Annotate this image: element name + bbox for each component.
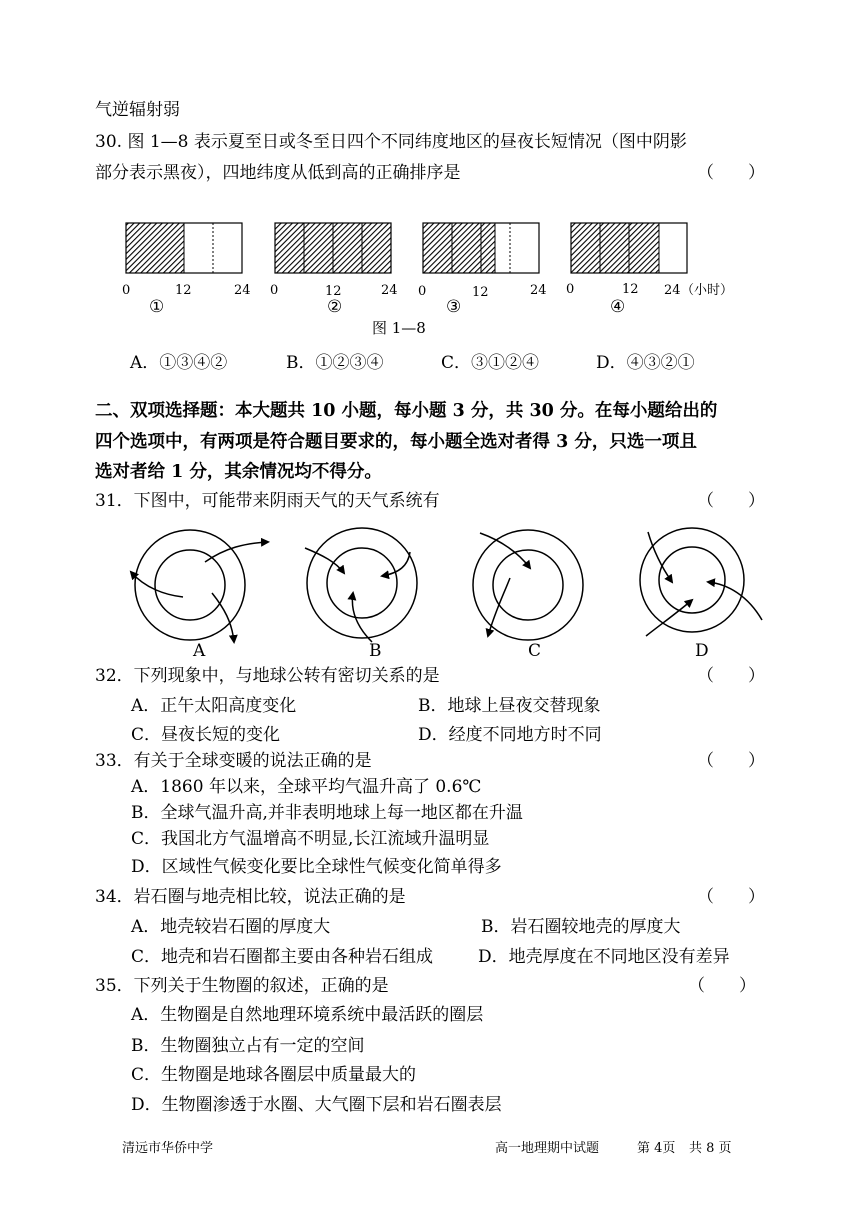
- system-a-label: A: [193, 641, 206, 661]
- panel-1-tick-24: 24: [234, 283, 251, 298]
- panel-2-label: ②: [327, 297, 343, 317]
- q35-option-b: B．生物圈独立占有一定的空间: [131, 1036, 365, 1056]
- q33-answer-paren: （ ）: [697, 751, 765, 771]
- q35-answer-paren: （ ）: [688, 976, 756, 996]
- q34-option-a: A．地壳较岩石圈的厚度大: [131, 917, 331, 937]
- q32-answer-paren: （ ）: [697, 666, 765, 686]
- continued-text: 气逆辐射弱: [95, 100, 180, 120]
- section2-line1: 二、双项选择题：本大题共 10 小题，每小题 3 分，共 30 分。在每小题给出的: [95, 401, 718, 421]
- panel-4-tick-0: 0: [566, 282, 575, 297]
- q32-option-a: A．正午太阳高度变化: [131, 696, 297, 716]
- q35-stem: 35．下列关于生物圈的叙述，正确的是: [95, 976, 389, 996]
- panel-2-tick-0: 0: [270, 283, 279, 298]
- q30-option-a: A．①③④②: [130, 353, 228, 373]
- q30-option-b: B．①②③④: [286, 353, 384, 373]
- system-b-diagram: [305, 528, 417, 642]
- panel-4-tick-12: 12: [622, 282, 639, 297]
- q30-stem-line1: 30. 图 1—8 表示夏至日或冬至日四个不同纬度地区的昼夜长短情况（图中阴影: [95, 132, 687, 152]
- figure-caption: 图 1—8: [372, 319, 426, 337]
- footer-school: 清远市华侨中学: [122, 1141, 214, 1156]
- q33-option-c: C．我国北方气温增高不明显,长江流域升温明显: [131, 829, 490, 849]
- footer-total-pages: 共 8 页: [689, 1141, 732, 1156]
- panel-4-tick-24: 24: [664, 283, 681, 298]
- panel-1-tick-0: 0: [122, 283, 131, 298]
- q34-answer-paren: （ ）: [697, 887, 765, 907]
- q32-option-d: D．经度不同地方时不同: [418, 725, 602, 745]
- panel-1-tick-12: 12: [175, 283, 192, 298]
- section2-line2: 四个选项中，有两项是符合题目要求的，每小题全选对者得 3 分，只选一项且: [95, 432, 697, 452]
- system-c-label: C: [528, 641, 542, 661]
- panel-2-tick-24: 24: [381, 283, 398, 298]
- hour-unit-label: （小时）: [681, 283, 734, 298]
- system-d-diagram: [640, 528, 762, 636]
- q35-option-c: C．生物圈是地球各圈层中质量最大的: [131, 1065, 417, 1085]
- panel-1-label: ①: [149, 297, 165, 317]
- panel-4-label: ④: [610, 297, 626, 317]
- q30-option-c: C．③①②④: [441, 353, 540, 373]
- system-c-diagram: [473, 530, 583, 640]
- q30-stem-line2: 部分表示黑夜），四地纬度从低到高的正确排序是: [95, 163, 461, 183]
- system-d-label: D: [695, 641, 709, 661]
- panel-3-tick-12: 12: [472, 285, 489, 300]
- q35-option-d: D．生物圈渗透于水圈、大气圈下层和岩石圈表层: [131, 1095, 502, 1115]
- q33-stem: 33．有关于全球变暖的说法正确的是: [95, 751, 372, 771]
- footer-exam-title: 高一地理期中试题: [495, 1141, 600, 1156]
- panel-3-tick-24: 24: [530, 283, 547, 298]
- q34-option-b: B．岩石圈较地壳的厚度大: [481, 917, 681, 937]
- q33-option-a: A．1860 年以来，全球平均气温升高了 0.6℃: [131, 777, 482, 797]
- system-a-diagram: [131, 530, 268, 642]
- q34-option-c: C．地壳和岩石圈都主要由各种岩石组成: [131, 947, 434, 967]
- q34-option-d: D．地壳厚度在不同地区没有差异: [478, 947, 730, 967]
- q30-answer-paren: （ ）: [697, 163, 765, 183]
- section2-line3: 选对者给 1 分，其余情况均不得分。: [95, 462, 382, 482]
- q34-stem: 34．岩石圈与地壳相比较，说法正确的是: [95, 887, 406, 907]
- q30-option-d: D．④③②①: [596, 353, 695, 373]
- q35-option-a: A．生物圈是自然地理环境系统中最活跃的圈层: [131, 1005, 484, 1025]
- q33-option-d: D．区域性气候变化要比全球性气候变化简单得多: [131, 857, 502, 877]
- q32-option-b: B．地球上昼夜交替现象: [418, 696, 601, 716]
- system-b-label: B: [369, 641, 382, 661]
- q33-option-b: B．全球气温升高,并非表明地球上每一地区都在升温: [131, 803, 523, 823]
- footer-page-number: 第 4页: [637, 1141, 676, 1156]
- q32-stem: 32．下列现象中，与地球公转有密切关系的是: [95, 666, 440, 686]
- panel-3-label: ③: [446, 297, 462, 317]
- q31-stem: 31．下图中，可能带来阴雨天气的天气系统有: [95, 491, 440, 511]
- panel-3-tick-0: 0: [418, 284, 427, 299]
- q31-answer-paren: （ ）: [697, 491, 765, 511]
- panel-2-tick-12: 12: [325, 284, 342, 299]
- q32-option-c: C．昼夜长短的变化: [131, 725, 281, 745]
